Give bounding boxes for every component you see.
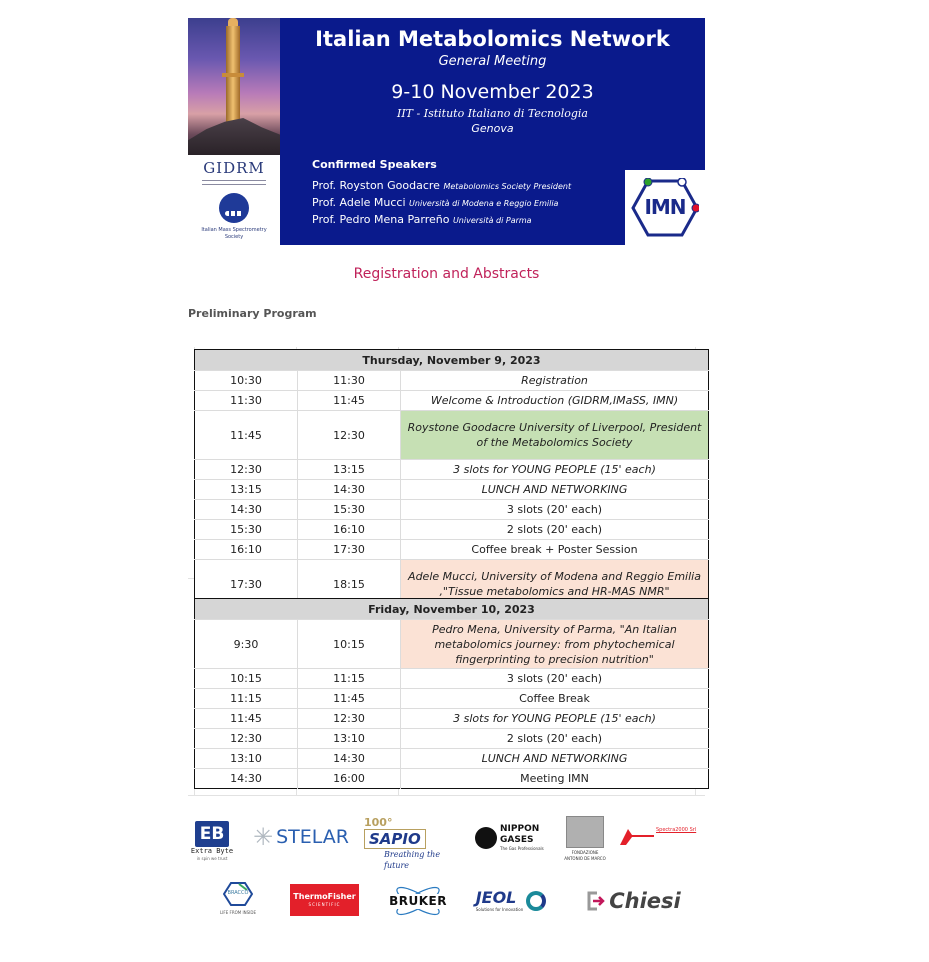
end-time: 15:30: [298, 500, 401, 520]
sponsor-name: BRACCO: [227, 890, 249, 896]
end-time: 17:30: [298, 540, 401, 560]
start-time: 11:15: [195, 689, 298, 709]
banner-subtitle: General Meeting: [438, 54, 547, 69]
start-time: 14:30: [195, 769, 298, 789]
schedule-row: [195, 460, 709, 480]
event-description: 2 slots (20' each): [401, 729, 709, 749]
schedule-table-friday: [194, 598, 709, 789]
speaker-goodacre: [312, 179, 571, 194]
schedule-row: [195, 669, 709, 689]
speaker-affiliation: Metabolomics Society President: [443, 182, 572, 191]
event-description: Registration: [401, 371, 709, 391]
sponsor-name: Extra Byte: [190, 846, 234, 855]
sponsor-tagline: Solutions for Innovation: [475, 907, 524, 912]
day-header: Thursday, November 9, 2023: [195, 350, 709, 371]
gidrm-logo: GIDRM: [203, 159, 265, 177]
sponsor-extra-byte: [186, 816, 238, 866]
end-time: 10:15: [298, 620, 401, 669]
extra-byte-mark: EB: [195, 821, 229, 847]
sponsor-nippon-gases: [475, 824, 549, 852]
program-heading: Preliminary Program: [188, 307, 317, 320]
event-description: Coffee Break: [401, 689, 709, 709]
day-header-row: [195, 599, 709, 620]
sponsor-thermofisher: [290, 884, 359, 916]
sponsor-chiesi: [580, 886, 686, 916]
schedule-row: [195, 520, 709, 540]
end-time: 11:30: [298, 371, 401, 391]
speaker-name: Prof. Royston Goodacre: [312, 179, 440, 192]
end-time: 13:15: [298, 460, 401, 480]
start-time: 14:30: [195, 500, 298, 520]
lighthouse-rock: [188, 118, 280, 155]
grid-line: [188, 795, 705, 796]
sponsor-sapio: [364, 816, 464, 868]
end-time: 12:30: [298, 411, 401, 460]
sponsor-bracco: [214, 882, 262, 922]
start-time: 12:30: [195, 460, 298, 480]
start-time: 9:30: [195, 620, 298, 669]
sponsor-tagline: LIFE FROM INSIDE: [220, 910, 256, 915]
sponsor-jeol: [471, 885, 551, 917]
sponsor-tagline: in spin we trust: [196, 855, 228, 861]
sponsor-stelar: [252, 822, 350, 852]
sponsor-tagline: SCIENTIFIC: [308, 902, 341, 907]
sponsor-tagline: Breathing the future: [384, 850, 441, 870]
jeol-swirl-icon: [526, 891, 546, 911]
start-time: 16:10: [195, 540, 298, 560]
registration-link[interactable]: Registration and Abstracts: [353, 266, 540, 282]
sponsor-name: JEOL: [475, 888, 517, 907]
sponsor-name: FONDAZIONE ANTONIO DE MARCO: [564, 850, 606, 861]
start-time: 11:45: [195, 411, 298, 460]
event-description: 3 slots for YOUNG PEOPLE (15' each): [401, 460, 709, 480]
schedule-row: [195, 709, 709, 729]
start-time: 11:45: [195, 709, 298, 729]
day-header: Friday, November 10, 2023: [195, 599, 709, 620]
banner-city: Genova: [471, 122, 514, 135]
event-description: LUNCH AND NETWORKING: [401, 480, 709, 500]
lighthouse-photo: [188, 18, 280, 155]
end-time: 11:45: [298, 391, 401, 411]
banner-venue: IIT - Istituto Italiano di Tecnologia: [396, 107, 588, 120]
sponsor-spectra2000: [620, 822, 700, 852]
gidrm-logo-subline: [202, 180, 266, 185]
event-description: Meeting IMN: [401, 769, 709, 789]
sapio-badge: 100°: [364, 816, 393, 829]
schedule-row: [195, 411, 709, 460]
event-description: 2 slots (20' each): [401, 520, 709, 540]
end-time: 11:45: [298, 689, 401, 709]
banner-left-panel: [188, 18, 280, 245]
event-description: Coffee break + Poster Session: [401, 540, 709, 560]
speaker-affiliation: Università di Parma: [452, 216, 532, 225]
start-time: 17:30: [195, 560, 298, 609]
end-time: 14:30: [298, 749, 401, 769]
sponsor-name: SAPIO: [364, 829, 426, 849]
end-time: 13:10: [298, 729, 401, 749]
sponsor-fondazione-de-marco: [564, 816, 606, 868]
event-description: Adele Mucci, University of Modena and Reggio Emilia ,"Tissue metabolomics and HR-MAS NMR": [401, 560, 709, 609]
end-time: 16:00: [298, 769, 401, 789]
event-description: Roystone Goodacre University of Liverpool, President of the Metabolomics Society: [401, 411, 709, 460]
spectra-arrow-icon: [620, 827, 654, 847]
chiesi-bracket-icon: [585, 891, 607, 911]
speaker-name: Prof. Adele Mucci: [312, 196, 406, 209]
schedule-row: [195, 729, 709, 749]
schedule-row: [195, 620, 709, 669]
sponsor-bruker: [386, 884, 450, 918]
start-time: 13:15: [195, 480, 298, 500]
event-description: 3 slots (20' each): [401, 669, 709, 689]
speakers-heading: Confirmed Speakers: [312, 158, 437, 171]
start-time: 10:15: [195, 669, 298, 689]
stelar-star-icon: ✳: [252, 823, 274, 851]
start-time: 15:30: [195, 520, 298, 540]
event-description: Pedro Mena, University of Parma, "An Italian metabolomics journey: from phytochemical fingerprinting to precision nutrition": [401, 620, 709, 669]
fondazione-emblem-icon: [566, 816, 604, 848]
banner-date: 9-10 November 2023: [391, 81, 594, 103]
schedule-row: [195, 749, 709, 769]
speaker-name: Prof. Pedro Mena Parreño: [312, 213, 450, 226]
event-description: LUNCH AND NETWORKING: [401, 749, 709, 769]
day-header-row: [195, 350, 709, 371]
schedule-row: [195, 689, 709, 709]
schedule-row: [195, 769, 709, 789]
event-description: 3 slots for YOUNG PEOPLE (15' each): [401, 709, 709, 729]
schedule-row: [195, 480, 709, 500]
sponsor-name: BRUKER: [389, 893, 447, 908]
sponsor-name: NIPPON GASES: [500, 824, 540, 845]
schedule-row: [195, 500, 709, 520]
event-description: 3 slots (20' each): [401, 500, 709, 520]
speaker-affiliation: Università di Modena e Reggio Emilia: [409, 199, 559, 208]
schedule-row: [195, 371, 709, 391]
end-time: 14:30: [298, 480, 401, 500]
sponsor-name: STELAR: [276, 826, 349, 848]
event-description: Welcome & Introduction (GIDRM,IMaSS, IMN): [401, 391, 709, 411]
start-time: 11:30: [195, 391, 298, 411]
start-time: 12:30: [195, 729, 298, 749]
sponsor-tagline: The Gas Professionals: [500, 846, 544, 851]
imass-logo-icon: [219, 193, 249, 223]
end-time: 12:30: [298, 709, 401, 729]
start-time: 10:30: [195, 371, 298, 391]
bracco-logo-mark: [223, 882, 253, 906]
end-time: 11:15: [298, 669, 401, 689]
lighthouse-balcony: [222, 73, 244, 77]
banner-title: Italian Metabolomics Network: [315, 27, 670, 51]
end-time: 16:10: [298, 520, 401, 540]
schedule-row: [195, 540, 709, 560]
imass-logo-text: Italian Mass Spectrometry Society: [201, 227, 267, 240]
end-time: 18:15: [298, 560, 401, 609]
event-banner: [188, 18, 705, 245]
speaker-mucci: [312, 196, 558, 211]
sponsor-name: ThermoFisher: [293, 892, 356, 901]
start-time: 13:10: [195, 749, 298, 769]
speaker-mena: [312, 213, 532, 228]
imn-logo-text: IMN: [644, 195, 686, 219]
sponsor-name: Spectra2000 Srl: [656, 827, 697, 833]
sponsor-name: Chiesi: [609, 889, 681, 913]
imn-logo: [625, 170, 705, 245]
nippon-globe-icon: [475, 827, 497, 849]
schedule-row: [195, 391, 709, 411]
schedule-table-thursday: [194, 349, 709, 609]
